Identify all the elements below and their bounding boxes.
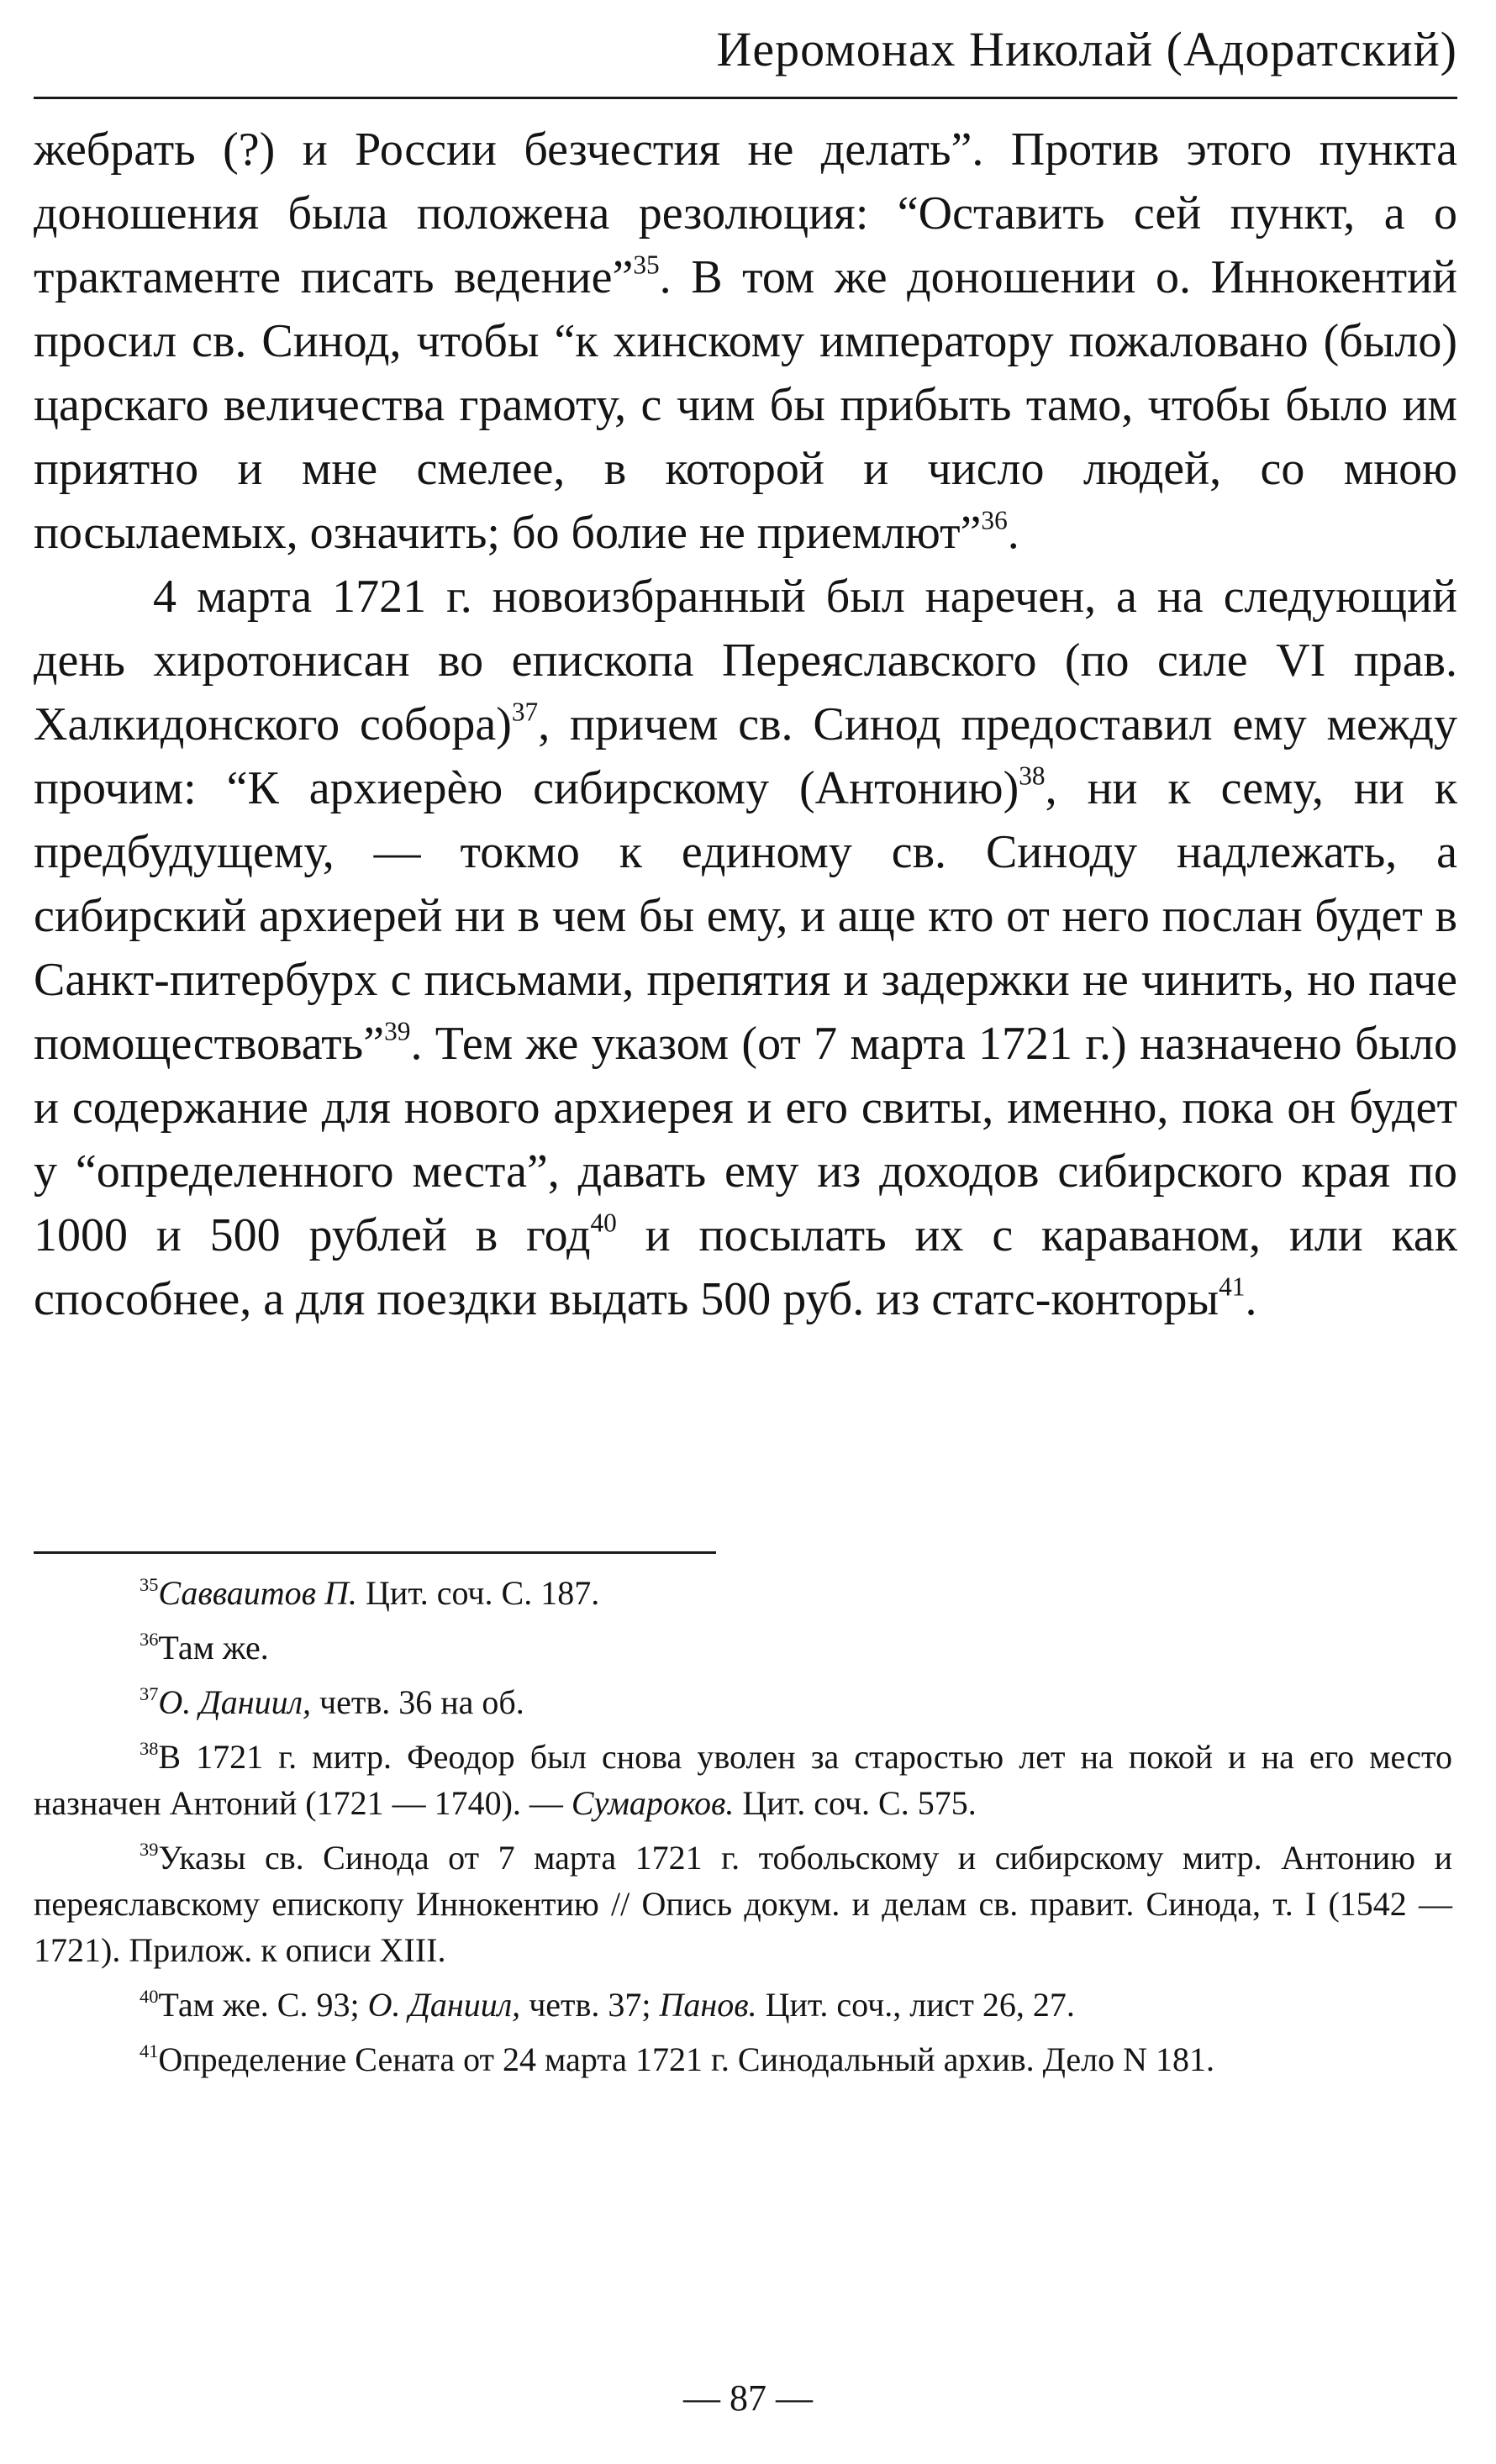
paragraph-text: . В том же доношении о. Иннокентий просил св. Синод, чтобы “к хинскому императору пожаловано (было) царскаго величества грамоту, с чим бы прибыть тамо, чтобы было им приятно и мне смелее, в которой и число людей, со мною посылаемых, означить; бо болие не приемлют” (34, 251, 1457, 559)
footnote-40 (34, 1982, 1452, 2028)
footnote-39 (34, 1835, 1452, 1973)
footnote-text: четв. 37; (520, 1986, 660, 2024)
footnote-text: Цит. соч. С. 187. (356, 1574, 600, 1612)
footnote-ref-38: 38 (1019, 761, 1046, 791)
page-number: — 87 — (683, 2377, 813, 2419)
footnote-ref-40: 40 (590, 1208, 617, 1238)
paragraph-text: . Тем же указом (от 7 марта 1721 г.) назначено было и содержание для нового архиерея и его свиты, именно, пока он будет у “определенного места”, давать ему из доходов сибирского края по 1000 и 500 рублей в год (34, 1018, 1457, 1261)
footnote-number: 38 (140, 1737, 159, 1759)
footnote-author: О. Даниил, (367, 1986, 521, 2024)
footnote-text: Там же. (158, 1629, 269, 1666)
footnote-text: Указы св. Синода от 7 марта 1721 г. тобольскому и сибирскому митр. Антонию и переяславскому епископу Иннокентию // Опись докум. и делам св. правит. Синода, т. I (1542 — 1721). Прилож. к описи XIII. (34, 1839, 1452, 1969)
paragraph-1 (34, 118, 1457, 565)
footnote-ref-37: 37 (511, 697, 539, 727)
footnote-separator (34, 1551, 716, 1554)
paragraph-text: жебрать (?) и России безчестия не делать”. Против этого пункта доношения была положена резолюция: “Оставить сей пункт, а о трактаменте писать ведение” (34, 124, 1457, 303)
footnote-author: Савваитов П. (158, 1574, 357, 1612)
footnote-38 (34, 1734, 1452, 1826)
footnotes (34, 1570, 1452, 2091)
footnote-number: 41 (140, 2040, 159, 2061)
header-rule (34, 97, 1457, 99)
footnote-ref-35: 35 (633, 250, 660, 280)
paragraph-text: , причем св. Синод предоставил ему между прочим: “К архиерѐю сибирскому (Антонию) (34, 698, 1457, 814)
footnote-ref-36: 36 (981, 505, 1008, 535)
footnote-number: 36 (140, 1628, 159, 1650)
footnote-35 (34, 1570, 1452, 1616)
running-header (34, 22, 1457, 99)
footnote-number: 35 (140, 1573, 159, 1595)
paragraph-text: и посылать их с караваном, или как способнее, а для поездки выдать 500 руб. из статс-конторы (34, 1209, 1457, 1325)
footnote-number: 40 (140, 1985, 159, 2007)
footnote-text: Цит. соч., лист 26, 27. (756, 1986, 1075, 2024)
footnote-text: В 1721 г. митр. Феодор был снова уволен за старостью лет на покой и на его место назначен Антоний (1721 — 1740). — (34, 1738, 1452, 1822)
main-text (34, 118, 1457, 1331)
paragraph-text: . (1245, 1273, 1257, 1325)
footnote-41 (34, 2036, 1452, 2082)
paragraph-text: . (1007, 507, 1019, 559)
footnote-author: Сумароков. (571, 1784, 735, 1822)
footnote-number: 37 (140, 1682, 159, 1704)
footnote-text: Определение Сената от 24 марта 1721 г. Синодальный архив. Дело N 181. (158, 2040, 1215, 2078)
footnote-ref-39: 39 (384, 1016, 411, 1046)
footnote-text: четв. 36 на об. (311, 1683, 524, 1721)
paragraph-2 (34, 565, 1457, 1331)
paragraph-text: , ни к сему, ни к предбудущему, — токмо к единому св. Синоду надлежать, а сибирский архиерей ни в чем бы ему, и аще кто от него послан будет в Санкт-питербурх с письмами, препятия и задержки не чинить, но паче помоществовать” (34, 762, 1457, 1070)
footnote-author: О. Даниил, (158, 1683, 312, 1721)
footnote-text: Там же. С. 93; (158, 1986, 368, 2024)
footnote-number: 39 (140, 1838, 159, 1860)
footnote-ref-41: 41 (1219, 1271, 1246, 1302)
paragraph-text: 4 марта 1721 г. новоизбранный был наречен, а на следующий день хиротонисан во епископа Переяславского (по силе VI прав. Халкидонского собора) (34, 571, 1457, 750)
footnote-text: Цит. соч. С. 575. (734, 1784, 977, 1822)
footnote-37 (34, 1679, 1452, 1725)
footnote-author: Панов. (659, 1986, 757, 2024)
running-title: Иеромонах Николай (Адоратский) (716, 22, 1457, 76)
footnote-36 (34, 1624, 1452, 1671)
